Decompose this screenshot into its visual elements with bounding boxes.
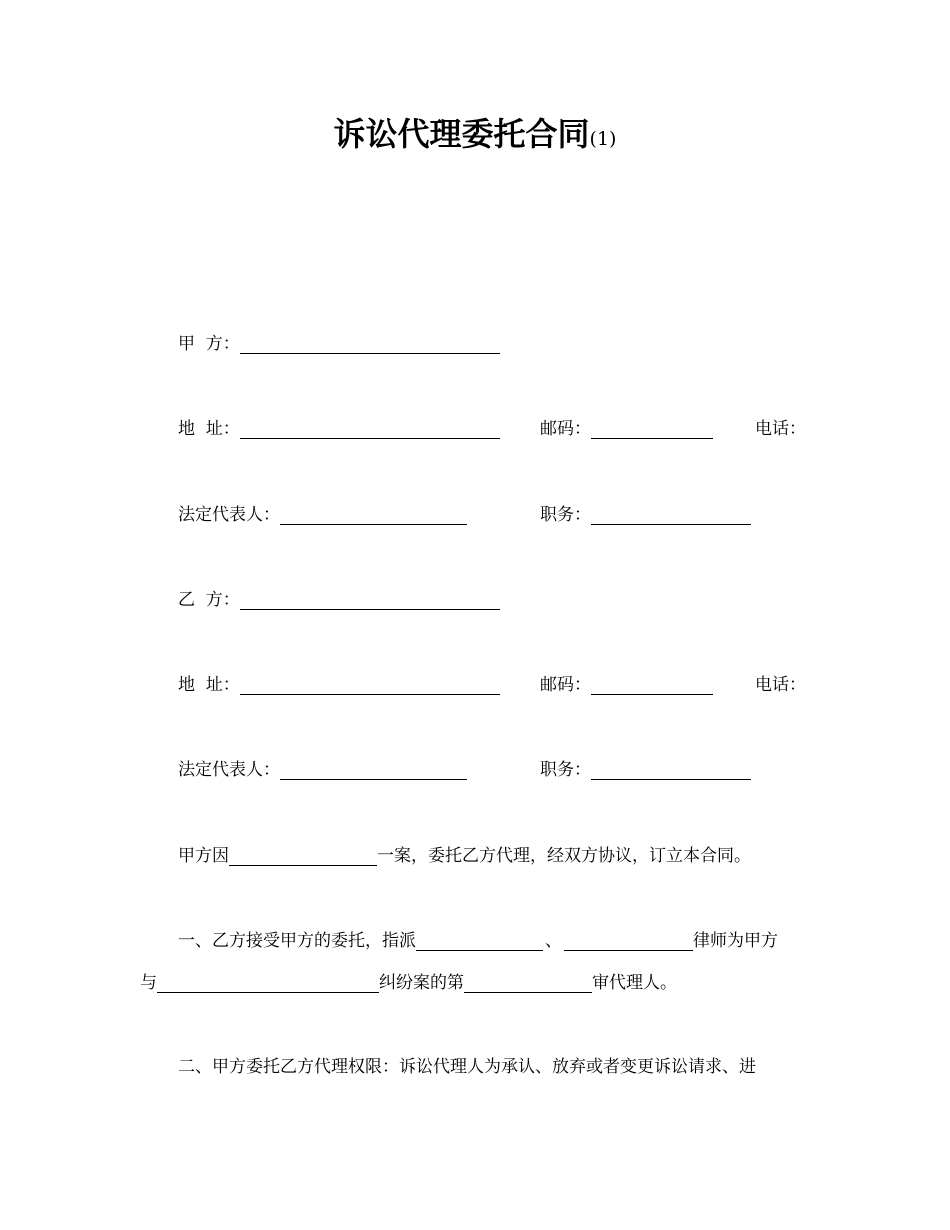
party-a-postcode-blank <box>591 418 713 439</box>
party-b-row <box>178 588 500 612</box>
party-a-position-blank <box>591 504 751 525</box>
party-b-address-label: 地 址： <box>178 675 240 695</box>
party-b-postcode-blank <box>591 674 713 695</box>
clause1-sep: 、 <box>545 931 562 951</box>
party-b-label: 乙 方： <box>178 590 240 610</box>
clause1-lawyer1-blank <box>416 930 543 951</box>
party-b-rep-label: 法定代表人： <box>178 760 280 780</box>
party-b-phone-label: 电话： <box>755 675 806 695</box>
party-a-name-blank <box>240 333 500 354</box>
party-a-rep-blank <box>280 504 467 525</box>
clause1-dispute-blank <box>157 972 379 993</box>
intro-prefix: 甲方因 <box>178 846 229 866</box>
intro-case-blank <box>229 845 377 866</box>
clause1-part2: 律师为甲方 <box>693 931 778 951</box>
party-b-rep-row <box>178 758 467 782</box>
party-a-row <box>178 332 500 356</box>
title-suffix: (1) <box>589 128 617 150</box>
party-a-position-row <box>540 503 751 527</box>
party-b-postcode-label: 邮码： <box>540 675 591 695</box>
party-b-address-blank <box>240 674 500 695</box>
clause1-line1 <box>178 929 778 953</box>
party-a-address-blank <box>240 418 500 439</box>
document-title <box>0 112 950 162</box>
party-b-position-label: 职务： <box>540 760 591 780</box>
party-a-position-label: 职务： <box>540 505 591 525</box>
party-a-label: 甲 方： <box>178 334 240 354</box>
title-main: 诉讼代理委托合同 <box>333 115 590 153</box>
clause1-line2-mid: 纠纷案的第 <box>379 973 464 993</box>
intro-suffix: 一案，委托乙方代理，经双方协议，订立本合同。 <box>377 846 751 866</box>
party-a-address-label: 地 址： <box>178 419 240 439</box>
clause1-part1: 一、乙方接受甲方的委托，指派 <box>178 931 416 951</box>
party-a-address-row <box>178 417 500 441</box>
party-b-position-row <box>540 758 751 782</box>
clause2-text: 二、甲方委托乙方代理权限：诉讼代理人为承认、放弃或者变更诉讼请求、进 <box>178 1057 756 1077</box>
clause1-line2-suffix: 审代理人。 <box>592 973 677 993</box>
party-b-name-blank <box>240 589 500 610</box>
party-a-rep-label: 法定代表人： <box>178 505 280 525</box>
party-b-position-blank <box>591 759 751 780</box>
party-b-postcode-row <box>540 673 713 697</box>
party-b-phone-row <box>755 673 806 697</box>
party-b-rep-blank <box>280 759 467 780</box>
party-a-postcode-label: 邮码： <box>540 419 591 439</box>
party-a-rep-row <box>178 503 467 527</box>
party-b-address-row <box>178 673 500 697</box>
clause1-line2-prefix: 与 <box>140 973 157 993</box>
clause1-instance-blank <box>464 972 592 993</box>
clause1-lawyer2-blank <box>564 930 693 951</box>
intro-paragraph <box>178 844 751 868</box>
party-a-phone-row <box>755 417 806 441</box>
clause2-line1 <box>178 1055 756 1079</box>
party-a-phone-label: 电话： <box>755 419 806 439</box>
party-a-postcode-row <box>540 417 713 441</box>
clause1-line2 <box>140 971 677 995</box>
